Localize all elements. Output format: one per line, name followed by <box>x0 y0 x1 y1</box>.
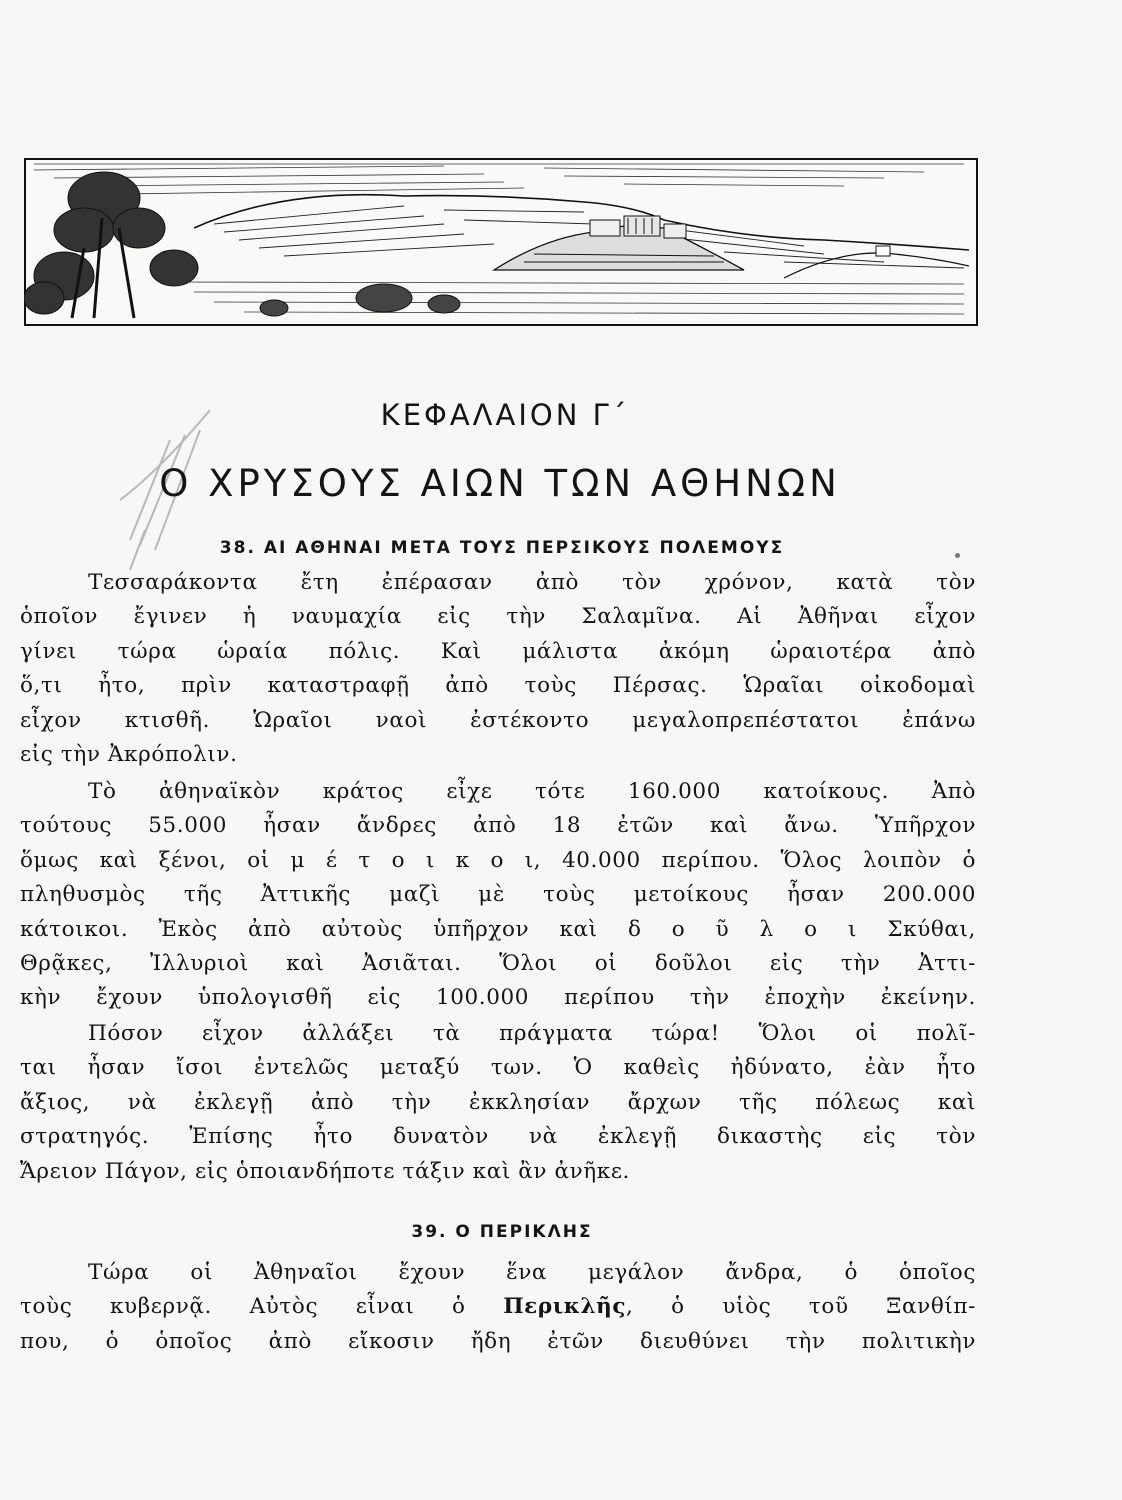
text-line: ἄξιος, νὰ ἐκλεγῇ ἀπὸ τὴν ἐκκλησίαν ἄρχων τῆς πόλεως καὶ <box>20 1089 976 1115</box>
paragraph <box>20 1017 976 1189</box>
text-line: που, ὁ ὁποῖος ἀπὸ εἴκοσιν ἤδη ἐτῶν διευθύνει τὴν πολιτικὴν <box>20 1328 976 1354</box>
ink-speck <box>955 553 960 558</box>
text-line: πληθυσμὸς τῆς Ἀττικῆς μαζὶ μὲ τοὺς μετοίκους ἦσαν 200.000 <box>20 882 976 908</box>
text-line: τούτους 55.000 ἦσαν ἄνδρες ἀπὸ 18 ἐτῶν καὶ ἄνω. Ὑπῆρχον <box>20 813 976 839</box>
text-line: εἶχον κτισθῆ. Ὡραῖοι ναοὶ ἐστέκοντο μεγαλοπρεπέστατοι ἐπάνω <box>20 707 976 733</box>
text-segment: , ὁ υἱὸς τοῦ Ξανθίπ- <box>626 1294 976 1320</box>
section-heading-39: 39. Ο ΠΕΡΙΚΛΗΣ <box>411 1222 593 1242</box>
text-line: Τεσσαράκοντα ἔτη ἐπέρασαν ἀπὸ τὸν χρόνον, κατὰ τὸν <box>88 570 976 595</box>
paragraph <box>20 775 976 1016</box>
section-heading-38: 38. ΑΙ ΑΘΗΝΑΙ ΜΕΤΑ ΤΟΥΣ ΠΕΡΣΙΚΟΥΣ ΠΟΛΕΜΟΥΣ <box>219 538 785 558</box>
name-emphasis: Περικλῆς <box>503 1294 627 1320</box>
text-line: ὅ,τι ἦτο, πρὶν καταστραφῇ ἀπὸ τοὺς Πέρσας. Ὡραῖαι οἰκοδομαὶ <box>20 673 976 699</box>
text-line: ται ἦσαν ἴσοι ἐντελῶς μεταξύ των. Ὁ καθεὶς ἠδύνατο, ἐὰν ἦτο <box>20 1055 976 1081</box>
text-segment: τοὺς κυβερνᾷ. Αὐτὸς εἶναι ὁ <box>20 1294 504 1320</box>
paragraph <box>20 1256 976 1359</box>
text-line: γίνει τώρα ὡραία πόλις. Καὶ μάλιστα ἀκόμη ὡραιοτέρα ἀπὸ <box>20 638 976 664</box>
text-line: κάτοικοι. Ἐκὸς ἀπὸ αὐτοὺς ὑπῆρχον καὶ δ ο ῦ λ ο ι Σκύθαι, <box>20 916 976 942</box>
text-line: στρατηγός. Ἐπίσης ἦτο δυνατὸν νὰ ἐκλεγῇ δικαστὴς εἰς τὸν <box>20 1124 976 1150</box>
text-line <box>20 1290 976 1324</box>
text-line: κὴν ἔχουν ὑπολογισθῆ εἰς 100.000 περίπου τὴν ἐποχὴν ἐκείνην. <box>20 985 976 1011</box>
text-line: Πόσον εἶχον ἀλλάξει τὰ πράγματα τώρα! Ὅλοι οἱ πολῖ- <box>88 1021 976 1046</box>
text-line: ὅμως καὶ ξένοι, οἱ μ έ τ ο ι κ ο ι, 40.000 περίπου. Ὅλος λοιπὸν ὁ <box>20 847 976 873</box>
text-line: ὁποῖον ἔγινεν ἡ ναυμαχία εἰς τὴν Σαλαμῖνα. Αἱ Ἀθῆναι εἶχον <box>20 604 976 630</box>
chapter-label: ΚΕΦΑΛΑΙΟΝ Γ΄ <box>380 398 630 432</box>
text-line: Ἄρειον Πάγον, εἰς ὁποιανδήποτε τάξιν καὶ ἂν ἀνῆκε. <box>20 1158 630 1184</box>
paragraph <box>20 566 976 772</box>
text-line: Τὸ ἀθηναϊκὸν κράτος εἶχε τότε 160.000 κατοίκους. Ἀπὸ <box>88 779 976 804</box>
text-line: Τώρα οἱ Ἀθηναῖοι ἔχουν ἕνα μεγάλον ἄνδρα, ὁ ὁποῖος <box>88 1260 976 1285</box>
chapter-title: Ο ΧΡΥΣΟΥΣ ΑΙΩΝ ΤΩΝ ΑΘΗΝΩΝ <box>159 462 841 505</box>
text-line: Θρᾷκες, Ἰλλυριοὶ καὶ Ἀσιᾶται. Ὅλοι οἱ δοῦλοι εἰς τὴν Ἀττι- <box>20 950 976 976</box>
landscape-illustration <box>24 158 978 326</box>
text-line: εἰς τὴν Ἀκρόπολιν. <box>20 741 238 767</box>
